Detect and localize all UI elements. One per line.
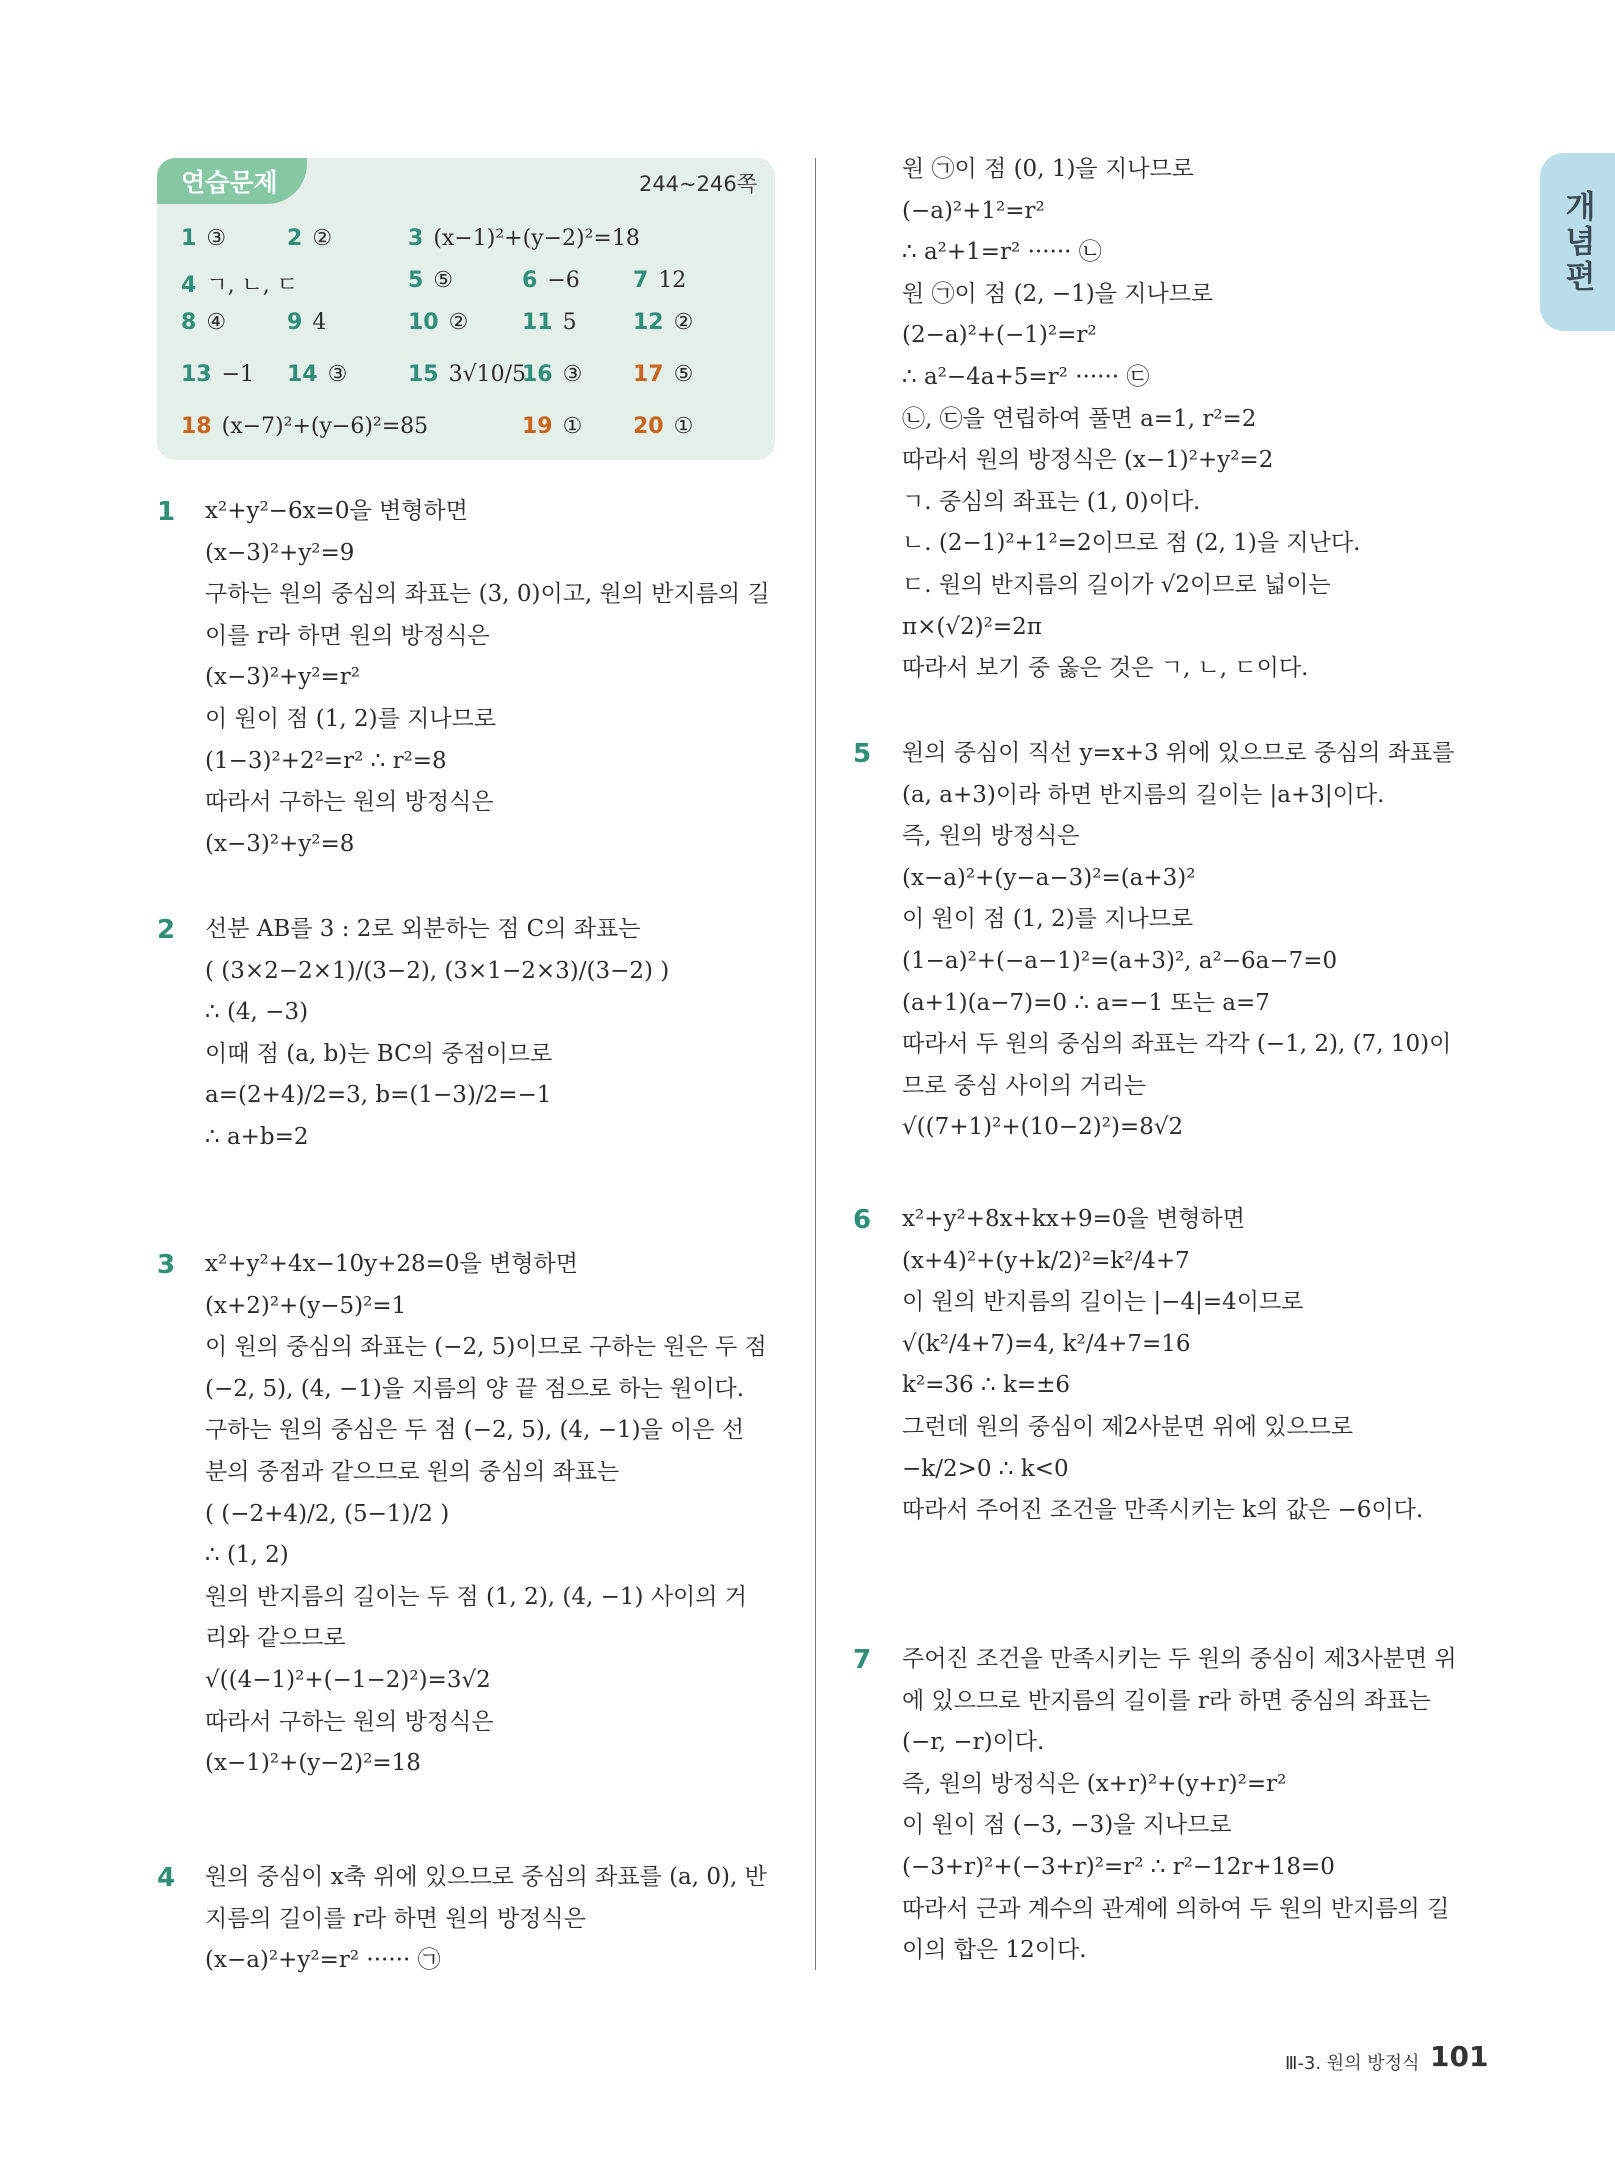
answer-number: 12 — [633, 310, 664, 335]
solution-line: x²+y²+4x−10y+28=0을 변형하면 — [205, 1251, 578, 1277]
answer-item — [181, 362, 254, 387]
solution-line: 즉, 원의 방정식은 (x+r)²+(y+r)²=r² — [902, 1770, 1287, 1797]
problem-number: 4 — [157, 1863, 176, 1893]
answer-item — [181, 414, 428, 439]
answer-item — [181, 310, 226, 335]
solution-line: 그런데 원의 중심이 제2사분면 위에 있으므로 — [902, 1414, 1354, 1440]
solution-line: 므로 중심 사이의 거리는 — [902, 1072, 1147, 1099]
answer-number: 13 — [181, 362, 212, 387]
solution-line: (1−3)²+2²=r² ∴ r²=8 — [205, 747, 447, 774]
problem-number: 1 — [157, 497, 176, 527]
solution-line: 선분 AB를 3 : 2로 외분하는 점 C의 좌표는 — [205, 916, 641, 942]
solution-line: x²+y²−6x=0을 변형하면 — [205, 498, 468, 524]
solution-line: ㄷ. 원의 반지름의 길이가 √2이므로 넓이는 — [902, 572, 1331, 598]
answer-value: −6 — [547, 268, 580, 293]
answer-value: (x−1)²+(y−2)²=18 — [433, 226, 640, 251]
solution-line: ㄴ. (2−1)²+1²=2이므로 점 (2, 1)을 지난다. — [902, 530, 1361, 557]
answer-item — [522, 268, 580, 293]
solution-line: −k/2>0 ∴ k<0 — [902, 1455, 1069, 1482]
answer-item — [633, 362, 693, 387]
practice-answer-box — [157, 158, 775, 460]
answer-number: 7 — [633, 268, 649, 293]
solution-line: 이 원이 점 (1, 2)를 지나므로 — [902, 906, 1194, 933]
answer-number: 2 — [287, 226, 303, 251]
solution-line: 이 원이 점 (−3, −3)을 지나므로 — [902, 1812, 1232, 1839]
practice-title: 연습문제 — [181, 168, 278, 197]
answer-value: (x−7)²+(y−6)²=85 — [221, 414, 429, 439]
solution-line: 리와 같으므로 — [205, 1625, 346, 1652]
answer-number: 4 — [181, 273, 197, 298]
solution-line: a=(2+4)/2=3, b=(1−3)/2=−1 — [205, 1082, 552, 1109]
answer-number: 9 — [287, 310, 303, 335]
answer-item — [633, 310, 693, 335]
solution-line: 주어진 조건을 만족시키는 두 원의 중심이 제3사분면 위 — [902, 1646, 1457, 1672]
solution-line: 이때 점 (a, b)는 BC의 중점이므로 — [205, 1040, 553, 1067]
answer-item — [408, 362, 526, 387]
solution-line: 따라서 보기 중 옳은 것은 ㄱ, ㄴ, ㄷ이다. — [902, 655, 1309, 682]
solution-line: ∴ (1, 2) — [205, 1542, 289, 1569]
solution-line: 따라서 두 원의 중심의 좌표는 각각 (−1, 2), (7, 10)이 — [902, 1031, 1452, 1058]
solution-line: 에 있으므로 반지름의 길이를 r라 하면 중심의 좌표는 — [902, 1687, 1431, 1714]
solution-line: ( (−2+4)/2, (5−1)/2 ) — [205, 1500, 450, 1527]
practice-pages: 244~246쪽 — [638, 172, 757, 196]
answer-item — [408, 310, 468, 335]
solution-line: (a, a+3)이라 하면 반지름의 길이는 |a+3|이다. — [902, 781, 1385, 808]
solution-line: (1−a)²+(−a−1)²=(a+3)², a²−6a−7=0 — [902, 948, 1338, 974]
solution-line: (−2, 5), (4, −1)을 지름의 양 끝 점으로 하는 원이다. — [205, 1375, 745, 1402]
problem-number: 3 — [157, 1250, 176, 1280]
solution-line: ∴ a²+1=r² ······ ㉡ — [902, 239, 1102, 266]
solution-line: 이 원의 중심의 좌표는 (−2, 5)이므로 구하는 원은 두 점 — [205, 1334, 767, 1361]
solution-line: 구하는 원의 중심은 두 점 (−2, 5), (4, −1)을 이은 선 — [205, 1417, 745, 1444]
answer-value: ㄱ, ㄴ, ㄷ — [206, 273, 299, 298]
solution-line: 원 ㉠이 점 (2, −1)을 지나므로 — [902, 280, 1214, 307]
answer-value: ② — [673, 310, 694, 335]
solution-line: √((4−1)²+(−1−2)²)=3√2 — [205, 1667, 491, 1693]
answer-value: ⑤ — [673, 362, 694, 387]
answer-number: 11 — [522, 310, 553, 335]
solution-line: (x+4)²+(y+k/2)²=k²/4+7 — [902, 1247, 1190, 1274]
answer-value: ③ — [327, 362, 348, 387]
answer-number: 6 — [522, 268, 538, 293]
answer-value: −1 — [221, 362, 255, 387]
solution-line: ( (3×2−2×1)/(3−2), (3×1−2×3)/(3−2) ) — [205, 957, 670, 984]
answer-number: 16 — [522, 362, 553, 387]
solution-line: (a+1)(a−7)=0 ∴ a=−1 또는 a=7 — [902, 989, 1270, 1016]
answer-item — [522, 414, 582, 439]
solution-line: 이 원의 반지름의 길이는 |−4|=4이므로 — [902, 1289, 1304, 1316]
answer-value: ③ — [562, 362, 583, 387]
answer-value: 12 — [658, 268, 687, 293]
solution-line: (x−a)²+y²=r² ······ ㉠ — [205, 1947, 441, 1974]
solution-line: (x−3)²+y²=8 — [205, 830, 355, 857]
answer-number: 14 — [287, 362, 318, 387]
answer-item — [408, 226, 640, 251]
solution-line: ㉡, ㉢을 연립하여 풀면 a=1, r²=2 — [902, 405, 1257, 432]
solution-line: 원 ㉠이 점 (0, 1)을 지나므로 — [902, 156, 1194, 182]
solution-line: 따라서 주어진 조건을 만족시키는 k의 값은 −6이다. — [902, 1497, 1424, 1524]
solution-line: 원의 중심이 x축 위에 있으므로 중심의 좌표를 (a, 0), 반 — [205, 1864, 767, 1890]
footer-section: Ⅲ-3. 원의 방정식 — [1285, 2053, 1420, 2074]
problem-number: 7 — [853, 1645, 872, 1675]
answer-value: ④ — [206, 310, 227, 335]
answer-item — [633, 414, 693, 439]
answer-number: 3 — [408, 226, 424, 251]
answer-item — [287, 362, 347, 387]
answer-number: 8 — [181, 310, 197, 335]
problem-number: 2 — [157, 915, 176, 945]
side-tab-label: 개념편 — [1559, 189, 1595, 295]
solution-line: 원의 중심이 직선 y=x+3 위에 있으므로 중심의 좌표를 — [902, 740, 1455, 766]
problem-number: 5 — [853, 739, 872, 769]
practice-title-tab — [157, 158, 307, 204]
solution-line: (x−3)²+y²=r² — [205, 664, 361, 691]
answer-number: 19 — [522, 414, 553, 439]
solution-line: x²+y²+8x+kx+9=0을 변형하면 — [902, 1206, 1245, 1232]
solution-line: (−3+r)²+(−3+r)²=r² ∴ r²−12r+18=0 — [902, 1854, 1335, 1880]
answer-value: ⑤ — [433, 268, 454, 293]
answer-value: ③ — [206, 226, 227, 251]
solution-line: 분의 중점과 같으므로 원의 중심의 좌표는 — [205, 1459, 620, 1485]
answer-number: 10 — [408, 310, 439, 335]
solution-line: ㄱ. 중심의 좌표는 (1, 0)이다. — [902, 488, 1201, 515]
answer-value: ① — [673, 414, 694, 439]
answer-item — [287, 226, 332, 251]
solution-line: 따라서 근과 계수의 관계에 의하여 두 원의 반지름의 길 — [902, 1895, 1450, 1922]
solution-line: 원의 반지름의 길이는 두 점 (1, 2), (4, −1) 사이의 거 — [205, 1583, 748, 1610]
solution-line: 이의 합은 12이다. — [902, 1937, 1087, 1964]
solution-line: (−a)²+1²=r² — [902, 197, 1045, 224]
solution-line: (−r, −r)이다. — [902, 1729, 1045, 1756]
solution-line: (x−a)²+(y−a−3)²=(a+3)² — [902, 864, 1196, 891]
answer-number: 15 — [408, 362, 439, 387]
solution-line: 이 원이 점 (1, 2)를 지나므로 — [205, 706, 497, 732]
answer-item — [522, 310, 577, 335]
solution-line: 구하는 원의 중심의 좌표는 (3, 0)이고, 원의 반지름의 길 — [205, 581, 770, 608]
solution-line: 따라서 구하는 원의 방정식은 — [205, 789, 494, 816]
solution-line: k²=36 ∴ k=±6 — [902, 1372, 1071, 1399]
answer-value: ② — [312, 226, 333, 251]
solution-line: ∴ a²−4a+5=r² ······ ㉢ — [902, 364, 1150, 390]
answer-number: 17 — [633, 362, 664, 387]
column-divider — [815, 158, 816, 1970]
solution-line: 즉, 원의 방정식은 — [902, 823, 1080, 850]
answer-number: 18 — [181, 414, 212, 439]
answer-number: 1 — [181, 226, 197, 251]
solution-line: ∴ a+b=2 — [205, 1124, 309, 1150]
answer-number: 20 — [633, 414, 664, 439]
solution-line: (2−a)²+(−1)²=r² — [902, 322, 1097, 349]
solution-line: 이를 r라 하면 원의 방정식은 — [205, 622, 490, 649]
answer-item — [181, 268, 298, 299]
solution-line: π×(√2)²=2π — [902, 613, 1042, 640]
solution-line: 따라서 구하는 원의 방정식은 — [205, 1708, 494, 1735]
solution-line: (x−3)²+y²=9 — [205, 539, 355, 566]
answer-value: 5 — [562, 310, 577, 335]
answer-item — [181, 226, 226, 251]
answer-item — [408, 268, 453, 293]
problem-number: 6 — [853, 1205, 872, 1235]
answer-value: ② — [448, 310, 469, 335]
answer-value: ① — [562, 414, 583, 439]
solution-line: (x+2)²+(y−5)²=1 — [205, 1292, 407, 1319]
answer-number: 5 — [408, 268, 424, 293]
solution-line: √((7+1)²+(10−2)²)=8√2 — [902, 1114, 1184, 1141]
answer-value: 4 — [312, 310, 327, 335]
solution-line: 지름의 길이를 r라 하면 원의 방정식은 — [205, 1905, 586, 1932]
solution-line: (x−1)²+(y−2)²=18 — [205, 1750, 421, 1777]
answer-value: 3√10/5 — [448, 362, 527, 387]
answer-item — [633, 268, 686, 293]
answer-item — [522, 362, 582, 387]
page-number: 101 — [1430, 2040, 1489, 2073]
solution-line: ∴ (4, −3) — [205, 999, 309, 1026]
solution-line: √(k²/4+7)=4, k²/4+7=16 — [902, 1330, 1191, 1357]
solution-line: 따라서 원의 방정식은 (x−1)²+y²=2 — [902, 447, 1274, 474]
side-tab — [1540, 153, 1615, 331]
answer-item — [287, 310, 326, 335]
